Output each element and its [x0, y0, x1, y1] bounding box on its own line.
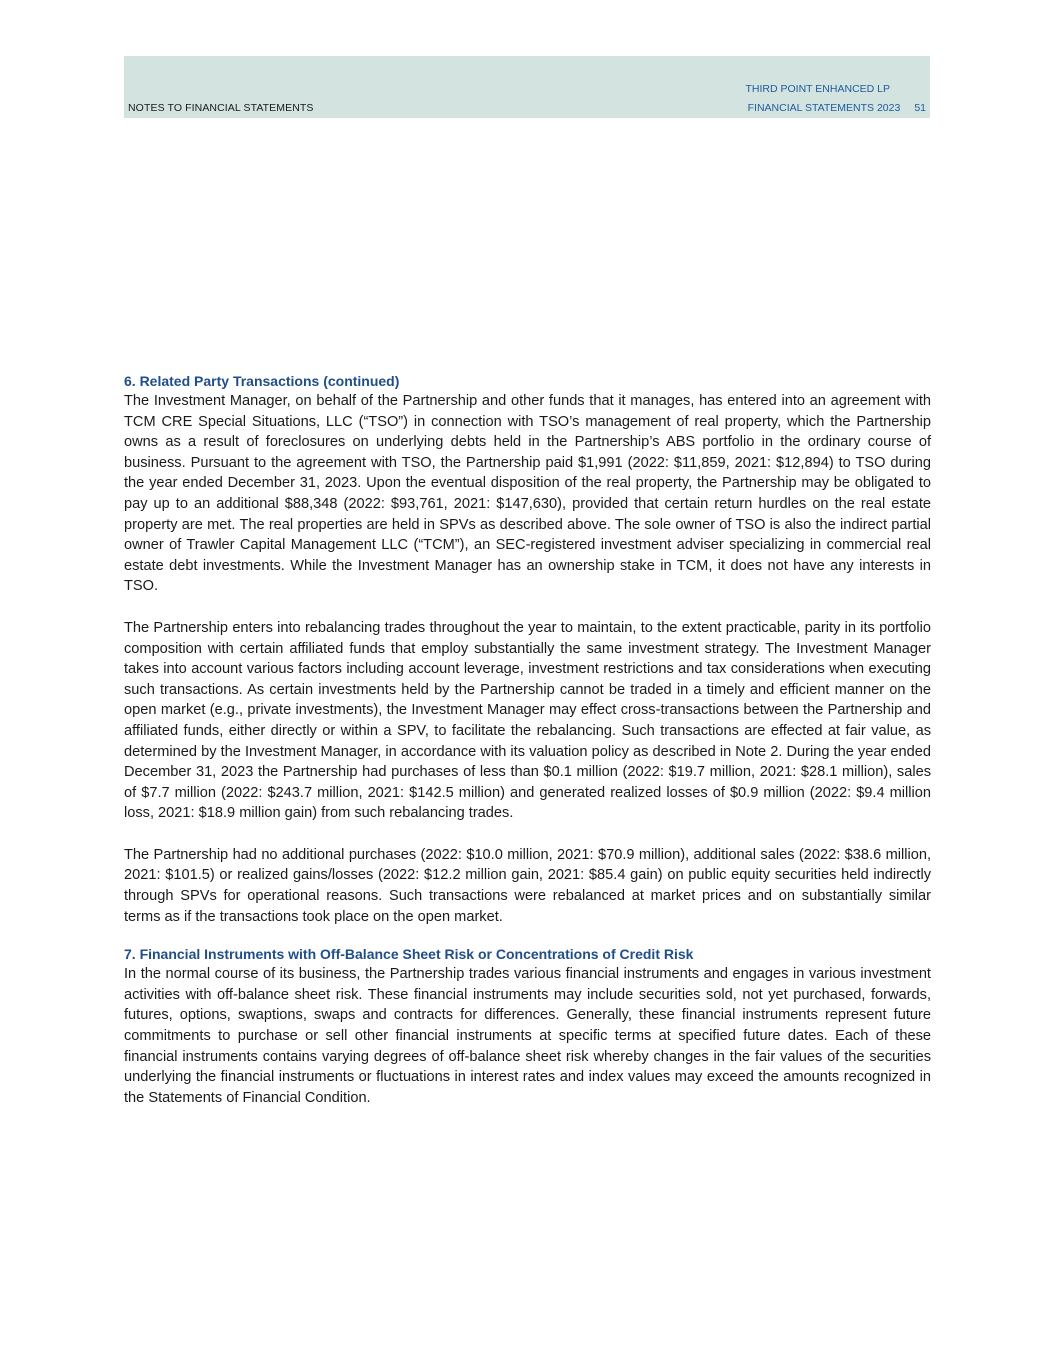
- section-7-paragraph-1: In the normal course of its business, the Partnership trades various financial instruments and engages in various investment activities with off-balance sheet risk. These financial instruments may include securities sold, not yet purchased, forwards, futures, options, swaptions, swaps and contracts for differences. Generally, these financial instruments represent future commitments to purchase or sell other financial instruments at specific terms at specified future dates. Each of these financial instruments contains varying degrees of off-balance sheet risk whereby changes in the fair values of the securities underlying the financial instruments or fluctuations in interest rates and index values may exceed the amounts recognized in the Statements of Financial Condition.: [124, 966, 931, 1106]
- header-entity-name: THIRD POINT ENHANCED LP: [745, 83, 890, 95]
- section-6-paragraph-3: The Partnership had no additional purchases (2022: $10.0 million, 2021: $70.9 million), additional sales (2022: $38.6 million, 2021: $101.5) or realized gains/losses (2022: $12.2 million gain, 2021: $85.4 gain) on public equity securities held indirectly through SPVs for operational reasons. Such transactions were rebalanced at market prices and on substantially similar terms as if the transactions took place on the open market.: [124, 846, 931, 925]
- section-6-paragraph-2: The Partnership enters into rebalancing trades throughout the year to maintain, to the extent practicable, parity in its portfolio composition with certain affiliated funds that employ substantially the same investment strategy. The Investment Manager takes into account various factors including account leverage, investment restrictions and tax considerations when executing such transactions. As certain investments held by the Partnership cannot be traded in a timely and efficient manner on the open market (e.g., private investments), the Investment Manager may effect cross-transactions between the Partnership and affiliated funds, either directly or within a SPV, to facilitate the rebalancing. Such transactions are effected at fair value, as determined by the Investment Manager, in accordance with its valuation policy as described in Note 2. During the year ended December 31, 2023 the Partnership had purchases of less than $0.1 million (2022: $19.7 million, 2021: $28.1 million), sales of $7.7 million (2022: $243.7 million, 2021: $142.5 million) and generated realized losses of $0.9 million (2022: $9.4 million loss, 2021: $18.9 million gain) from such rebalancing trades.: [124, 619, 931, 822]
- section-7-heading: 7. Financial Instruments with Off-Balance Sheet Risk or Concentrations of Credit Risk: [124, 946, 694, 963]
- page-content: [124, 371, 931, 1108]
- header-document-line: [748, 102, 926, 114]
- page-number: 51: [914, 102, 926, 114]
- header-section-title: NOTES TO FINANCIAL STATEMENTS: [128, 102, 314, 114]
- section-6-heading: 6. Related Party Transactions (continued): [124, 373, 400, 389]
- header-document-title: FINANCIAL STATEMENTS 2023: [747, 102, 901, 114]
- section-6-paragraph-1: The Investment Manager, on behalf of the Partnership and other funds that it manages, has entered into an agreement with TCM CRE Special Situations, LLC (“TSO”) in connection with TSO’s management of real property, which the Partnership owns as a result of foreclosures on underlying debts held in the Partnership’s ABS portfolio in the ordinary course of business. Pursuant to the agreement with TSO, the Partnership paid $1,991 (2022: $11,859, 2021: $12,894) to TSO during the year ended December 31, 2023. Upon the eventual disposition of the real property, the Partnership may be obligated to pay up to an additional $88,348 (2022: $93,761, 2021: $147,630), provided that certain return hurdles on the real estate property are met. The real properties are held in SPVs as described above. The sole owner of TSO is also the indirect partial owner of Trawler Capital Management LLC (“TCM”), an SEC-registered investment adviser specializing in commercial real estate debt investments. While the Investment Manager has an ownership stake in TCM, it does not have any interests in TSO.: [124, 393, 931, 595]
- page-header: [124, 56, 930, 118]
